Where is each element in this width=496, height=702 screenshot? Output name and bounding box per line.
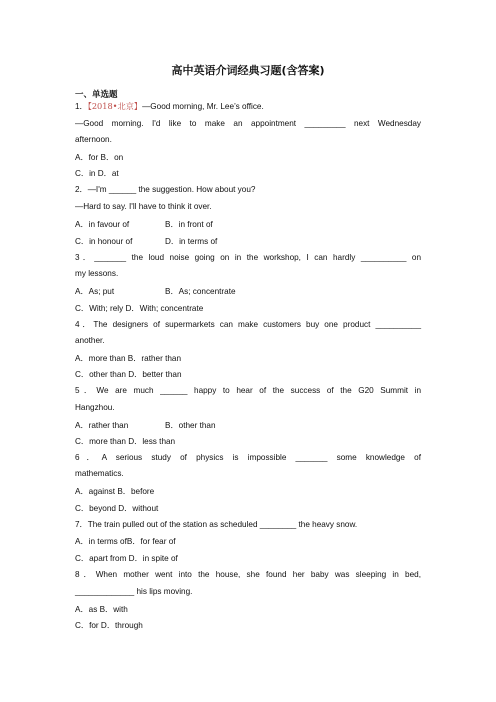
question-number: 1． [75, 102, 88, 111]
option-a: A．in favour of [75, 220, 130, 229]
question-7-stem: 7．The train pulled out of the station as scheduled ________ the heavy snow. [75, 520, 358, 529]
option-b: B．other than [165, 421, 216, 430]
option-a: A．As; put [75, 287, 115, 296]
question-1-line: —Good morning. I'd like to make an appointment _________ next Wednesday [75, 119, 421, 128]
question-6-options: A．against B．before [75, 487, 155, 496]
option-a: A．rather than [75, 421, 129, 430]
question-8-options: C．for D．through [75, 621, 143, 630]
question-5-line: Hangzhou. [75, 403, 115, 412]
source-tag: 【2018•北京】 [87, 101, 143, 111]
question-2-line: —Hard to say. I'll have to think it over. [75, 202, 212, 211]
question-8-options: A．as B．with [75, 605, 128, 614]
question-3-stem: 3．_______ the loud noise going on in the workshop, I can hardly __________ on [75, 253, 421, 262]
option-b: B．in front of [165, 220, 213, 229]
question-6-stem: 6．A serious study of physics is impossible _______ some knowledge of [75, 453, 421, 462]
question-4-line: another. [75, 336, 105, 345]
question-5-stem: 5．We are much ______ happy to hear of the success of the G20 Summit in [75, 386, 421, 395]
option-d: D．in terms of [165, 237, 218, 246]
question-7-options: A．in terms ofB．for fear of [75, 537, 176, 546]
question-4-stem: 4．The designers of supermarkets can make customers buy one product __________ [75, 320, 421, 329]
option-c: C．in honour of [75, 237, 133, 246]
question-6-options: C．beyond D．without [75, 504, 159, 513]
question-8-stem: 8．When mother went into the house, she found her baby was sleeping in bed, [75, 570, 421, 579]
question-1-options: C．in D．at [75, 169, 119, 178]
question-4-options: A．more than B．rather than [75, 354, 182, 363]
question-7-options: C．apart from D．in spite of [75, 554, 178, 563]
question-2-stem: 2．—I'm ______ the suggestion. How about you? [75, 185, 256, 194]
question-3-options: C．With; rely D．With; concentrate [75, 304, 204, 313]
question-3-line: my lessons. [75, 269, 119, 278]
question-5-options: C．more than D．less than [75, 437, 176, 446]
document-title: 高中英语介词经典习题(含答案) [171, 64, 325, 77]
question-1-stem [75, 101, 421, 112]
question-8-line: _____________ his lips moving. [75, 587, 193, 596]
question-1-options: A．for B．on [75, 153, 124, 162]
section-heading: 一、单选题 [75, 90, 118, 100]
option-b: B．As; concentrate [165, 287, 236, 296]
question-text: —Good morning, Mr. Lee’s office. [142, 102, 264, 111]
question-1-line: afternoon. [75, 135, 112, 144]
question-6-line: mathematics. [75, 469, 124, 478]
question-4-options: C．other than D．better than [75, 370, 182, 379]
